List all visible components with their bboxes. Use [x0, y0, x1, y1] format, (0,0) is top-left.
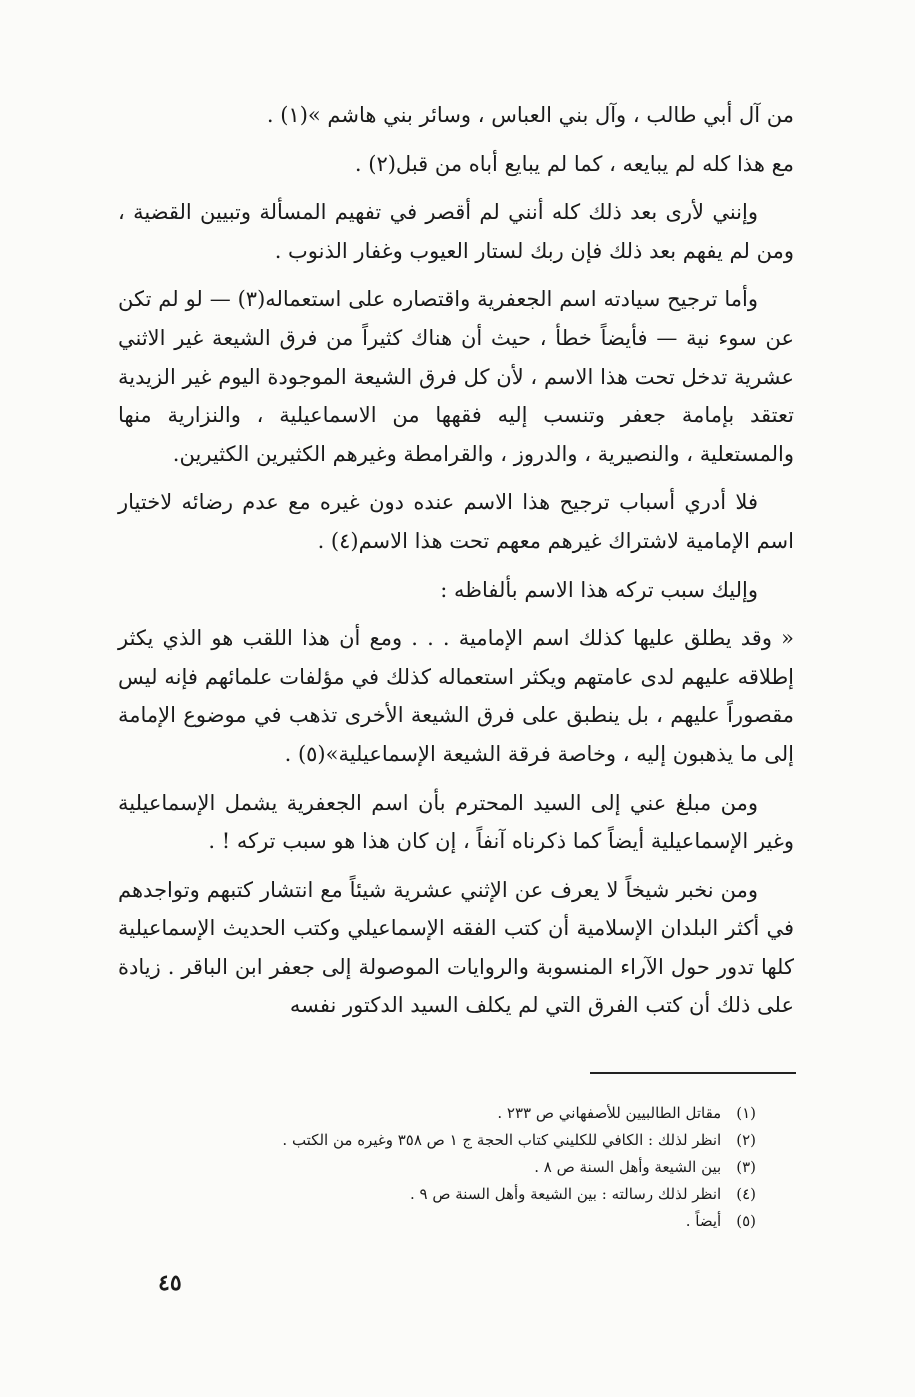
paragraph: ومن مبلغ عني إلى السيد المحترم بأن اسم الجعفرية يشمل الإسماعيلية وغير الإسماعيلية أيضاً كما ذكرناه آنفاً ، إن كان هذا هو سبب تركه ! . — [118, 790, 794, 854]
paragraph: وأما ترجيح سيادته اسم الجعفرية واقتصاره على استعماله(٣) — لو لم تكن عن سوء نية — فأيضاً خطأ ، حيث أن هناك كثيراً من فرق الشيعة غير الاثني عشرية تدخل تحت هذا الاسم ، لأن كل فرق الشيعة الموجودة اليوم غير الزيدية تعتقد بإمامة جعفر وتنسب إليه فقهها من الاسماعيلية ، والنزارية منها والمستعلية ، والنصيرية ، والدروز ، والقرامطة وغيرهم الكثيرين الكثيرين. — [118, 287, 794, 466]
footnotes — [200, 1100, 756, 1235]
footnote-text: مقاتل الطالبيين للأصفهاني ص ٢٣٣ . — [497, 1104, 722, 1122]
main-text — [118, 96, 794, 1035]
paragraph: من آل أبي طالب ، وآل بني العباس ، وسائر بني هاشم »(١) . — [266, 103, 794, 127]
paragraph: وإليك سبب تركه هذا الاسم بألفاظه : — [440, 577, 758, 602]
footnote-item — [200, 1181, 756, 1208]
footnote-separator — [590, 1072, 796, 1074]
footnote-item — [200, 1127, 756, 1154]
footnote-text: انظر لذلك : الكافي للكليني كتاب الحجة ج ١ ص ٣٥٨ وغيره من الكتب . — [282, 1131, 722, 1149]
footnote-item — [200, 1208, 756, 1235]
footnote-number: (١) — [736, 1104, 756, 1122]
footnote-number: (٣) — [736, 1158, 756, 1176]
footnote-number: (٤) — [736, 1185, 756, 1203]
paragraph: مع هذا كله لم يبايعه ، كما لم يبايع أباه من قبل(٢) . — [354, 151, 794, 176]
footnote-text: بين الشيعة وأهل السنة ص ٨ . — [534, 1158, 722, 1176]
footnote-number: (٢) — [736, 1131, 756, 1149]
footnote-item — [200, 1100, 756, 1127]
quotation-paragraph: « وقد يطلق عليها كذلك اسم الإمامية . . . ومع أن هذا اللقب هو الذي يكثر إطلاقه عليهم لدى عامتهم ويكثر استعماله كذلك في مؤلفات علمائهم فإنه ليس مقصوراً عليهم ، بل ينطبق على فرق الشيعة الأخرى تذهب في موضوع الإمامة إلى ما يذهبون إليه ، وخاصة فرقة الشيعة الإسماعيلية»(٥) . — [118, 626, 794, 766]
footnote-number: (٥) — [736, 1212, 756, 1230]
paragraph: فلا أدري أسباب ترجيح هذا الاسم عنده دون غيره مع عدم رضائه لاختيار اسم الإمامية لاشتراك غيرهم معهم تحت هذا الاسم(٤) . — [118, 490, 794, 553]
paragraph: ومن نخبر شيخاً لا يعرف عن الإثني عشرية شيئاً مع انتشار كتبهم وتواجدهم في أكثر البلدان الإسلامية أن كتب الفقه الإسماعيلي وكتب الحديث الإسماعيلية كلها تدور حول الآراء المنسوبة والروايات الموصولة إلى جعفر ابن الباقر . زيادة على ذلك أن كتب الفرق التي لم يكلف السيد الدكتور نفسه — [118, 877, 794, 1018]
footnote-item — [200, 1154, 756, 1181]
footnote-text: انظر لذلك رسالته : بين الشيعة وأهل السنة ص ٩ . — [409, 1185, 722, 1203]
page-number: ٤٥ — [158, 1270, 182, 1296]
footnote-text: أيضاً . — [685, 1212, 722, 1230]
paragraph: وإنني لأرى بعد ذلك كله أنني لم أقصر في تفهيم المسألة وتبيين القضية ، ومن لم يفهم بعد ذلك فإن ربك لستار العيوب وغفار الذنوب . — [118, 200, 794, 263]
